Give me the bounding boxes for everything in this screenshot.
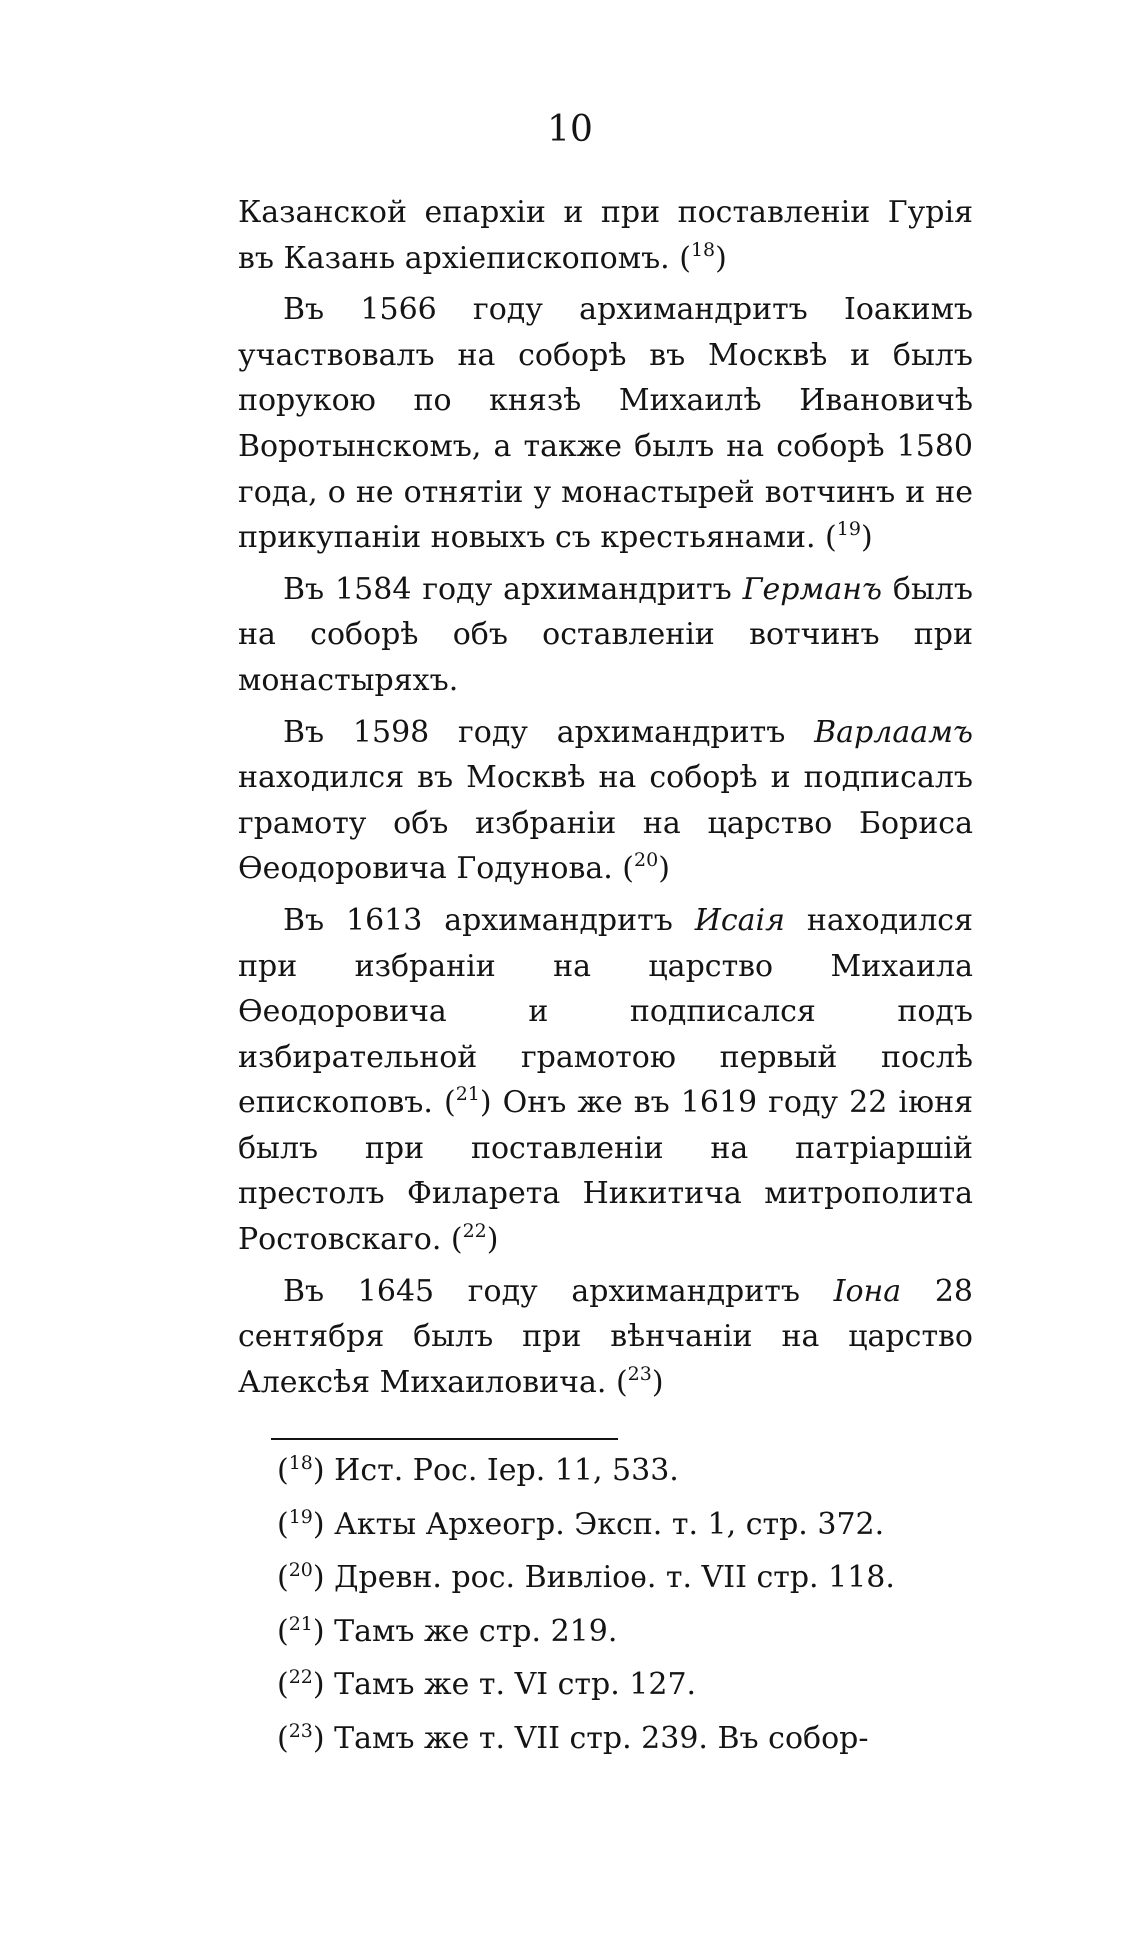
text-run: Въ 1613 архимандритъ	[283, 902, 695, 938]
footnote-ref-23: 23	[627, 1362, 652, 1385]
footnote-text: Тамъ же стр. 219.	[334, 1613, 618, 1649]
footnote-mark: 20	[288, 1559, 313, 1581]
footnote-20: ($^{20}$) Древн. рос. Вивліоѳ. т. VII стр. 118.	[277, 1559, 895, 1595]
text-run: )	[651, 1364, 664, 1400]
name-german: Германъ	[742, 571, 882, 607]
footnote-21: ($^{21}$) Тамъ же стр. 219.	[277, 1612, 618, 1649]
text-run: )	[715, 240, 727, 276]
paragraph-6	[238, 1269, 973, 1406]
text-run: находился въ Москвѣ на соборѣ и подписалъ грамоту объ избраніи на царство Бориса Ѳеодоровича Годунова. (	[238, 760, 973, 887]
footnote-text: Тамъ же т. VII стр. 239. Въ собор-	[334, 1720, 869, 1756]
footnote-19: ($^{19}$) Акты Археогр. Эксп. т. 1, стр. 372.	[277, 1505, 885, 1542]
text-run: Въ 1645 году архимандритъ	[283, 1273, 834, 1309]
footnotes	[277, 1444, 977, 1765]
text-run: Казанской епархіи и при поставленіи Гурія въ Казань архіепископомъ. (	[238, 195, 973, 276]
text-run: Въ 1584 году архимандритъ	[283, 571, 743, 607]
footnote-23: ($^{23}$) Тамъ же т. VII стр. 239. Въ собор-	[277, 1719, 869, 1756]
text-run: Въ 1598 году архимандритъ	[283, 714, 815, 750]
footnote-mark: 21	[288, 1612, 313, 1635]
footnote-text: Ист. Рос. Іер. 11, 533.	[334, 1453, 679, 1488]
page-number: 10	[547, 109, 593, 150]
footnote-ref-21: 21	[455, 1083, 480, 1106]
footnote-ref-19: 19	[836, 518, 861, 541]
name-iona: Іона	[833, 1273, 902, 1309]
paragraph-3	[238, 567, 973, 704]
footnote-mark: 18	[288, 1452, 313, 1474]
text-run: ) Онъ же въ 1619 году 22 іюня былъ при поставленіи на патріаршій престолъ Филарета Никитича митрополита Ростовскаго. (	[238, 1085, 973, 1258]
paragraph-5	[238, 898, 973, 1263]
footnote-ref-20: 20	[634, 849, 659, 872]
name-varlaam: Варлаамъ	[814, 714, 973, 750]
text-run: )	[658, 851, 670, 887]
paragraph-1	[238, 190, 973, 281]
text-run: находился при избраніи на царство Михаила Ѳеодоровича и подписался подъ избирательной грамотою первый послѣ епископовъ. (	[238, 902, 973, 1121]
footnote-mark: 23	[288, 1719, 313, 1742]
body-text	[238, 190, 973, 1411]
text-run: былъ на соборѣ объ оставленіи вотчинъ при монастыряхъ.	[238, 571, 973, 698]
paragraph-4	[238, 710, 973, 892]
text-run: Въ 1566 году архимандритъ Іоакимъ участвовалъ на соборѣ въ Москвѣ и былъ порукою по князѣ Михаилѣ Ивановичѣ Воротынскомъ, а также былъ на соборѣ 1580 года, о не отнятіи у монастырей вотчинъ и не прикупаніи новыхъ съ крестьянами. (	[238, 292, 973, 556]
footnote-mark: 22	[288, 1666, 313, 1688]
footnote-ref-22: 22	[462, 1220, 487, 1243]
footnote-mark: 19	[288, 1505, 313, 1528]
text-run: )	[860, 520, 873, 556]
footnote-18: ($^{18}$) Ист. Рос. Іер. 11, 533.	[277, 1452, 679, 1488]
footnote-text: Акты Археогр. Эксп. т. 1, стр. 372.	[334, 1506, 885, 1542]
footnote-rule	[271, 1438, 618, 1440]
footnote-ref-18: 18	[690, 238, 716, 261]
footnote-22: ($^{22}$) Тамъ же т. VI стр. 127.	[277, 1666, 697, 1702]
footnote-text: Тамъ же т. VI стр. 127.	[334, 1667, 697, 1702]
footnote-text: Древн. рос. Вивліоѳ. т. VII стр. 118.	[334, 1560, 895, 1595]
text-run: )	[486, 1222, 499, 1258]
text-run: 28 сентября былъ при вѣнчаніи на царство Алексѣя Михаиловича. (	[238, 1273, 973, 1400]
paragraph-2	[238, 287, 973, 561]
name-isaiya: Исаія	[694, 902, 785, 938]
